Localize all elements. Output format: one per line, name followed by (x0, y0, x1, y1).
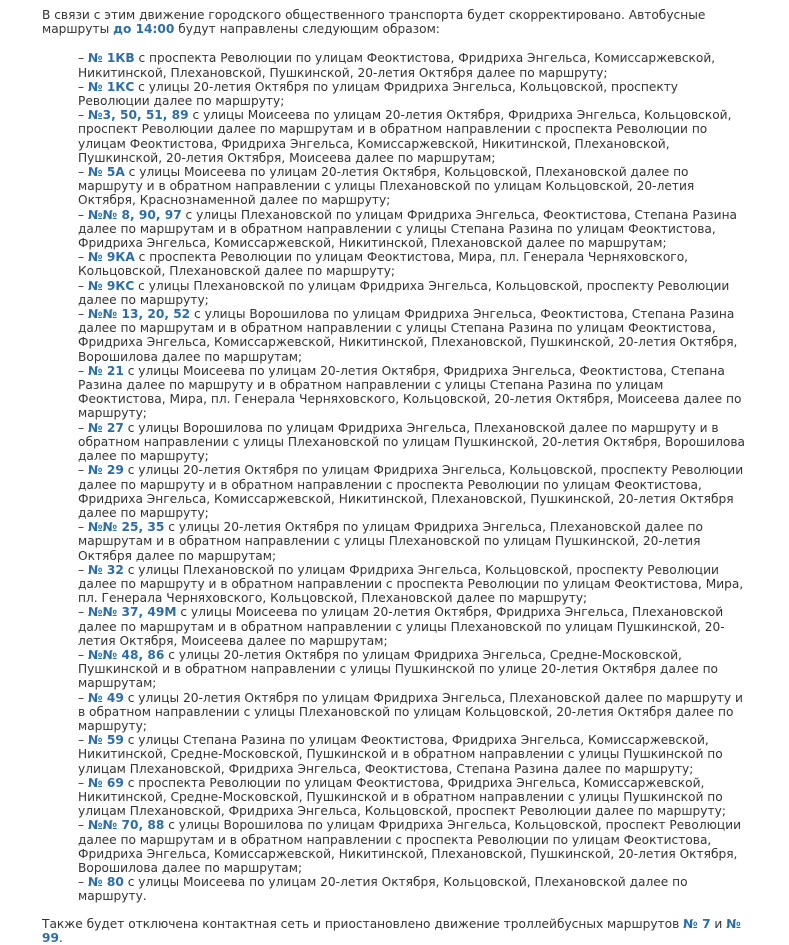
dash: – (78, 207, 88, 222)
list-item (78, 108, 751, 165)
route-number: № 9КА (87, 250, 135, 265)
route-number: № 69 (87, 775, 124, 790)
route-number: № 21 (87, 363, 124, 378)
list-item (78, 776, 751, 819)
list-item (78, 648, 751, 691)
route-description: с улицы Ворошилова по улицам Фридриха Энгельса, Феоктистова, Степана Разина далее по маршрутам и в обратном направлении с улицы Степана Разина по улицам Феоктистова, Фридриха Энгельса, Комиссаржевской, Никитинской, Плехановской, Пушкинской, 20-летия Октября, Ворошилова далее по маршрутам; (78, 307, 738, 364)
route-description: с улицы Ворошилова по улицам Фридриха Энгельса, Кольцовской, проспект Революции далее по маршрутам и в обратном направлении с проспекта Революции по улицам Феоктистова, Фридриха Энгельса, Комиссаржевской, Никитинской, Плехановской, Пушкинской, 20-летия Октября, Ворошилова далее по маршрутам; (78, 818, 742, 875)
list-item (78, 208, 751, 251)
trolleybus-route-7: № 7 (683, 916, 711, 931)
list-item (78, 463, 751, 520)
route-description: с улицы Моисеева по улицам 20-летия Октября, Кольцовской, Плехановской далее по маршруту. (78, 875, 688, 904)
dash: – (78, 818, 88, 833)
route-description: с улицы 20-летия Октября по улицам Фридриха Энгельса, Плехановской далее по маршруту и в обратном направлении с улицы Плехановской по улицам Кольцовской, 20-летия Октября далее по маршруту; (78, 690, 743, 733)
route-description: с улицы Степана Разина по улицам Феоктистова, Фридриха Энгельса, Комиссаржевской, Никитинской, Средне-Московской, Пушкинской и в обратном направлении с улицы Пушкинской по улицам Плехановской, Фридриха Энгельса, Феоктистова, Степана Разина далее по маршруту; (78, 733, 723, 776)
route-number: № 49 (87, 690, 124, 705)
route-number: №№ 25, 35 (87, 520, 165, 535)
route-description: с улицы 20-летия Октября по улицам Фридриха Энгельса, Кольцовской, проспекту Революции далее по маршруту; (78, 79, 679, 109)
intro-text-before: В связи с этим движение городского общественного транспорта будет скорректировано. Автобусные маршруты (42, 8, 706, 37)
dash: – (78, 108, 88, 123)
route-description: с улицы Плехановской по улицам Фридриха Энгельса, Феоктистова, Степана Разина далее по маршрутам и в обратном направлении с улицы Степана Разина по улицам Феоктистова, Фридриха Энгельса, Комиссаржевской, Никитинской, Плехановской далее по маршрутам; (78, 207, 738, 251)
route-description: с улицы 20-летия Октября по улицам Фридриха Энгельса, Средне-Московской, Пушкинской и в обратном направлении с улицы Пушкинской по улице 20-летия Октября далее по маршрутам; (78, 647, 718, 691)
list-item (78, 279, 751, 307)
dash: – (78, 463, 88, 478)
route-description: с проспекта Революции по улицам Феоктистова, Мира, пл. Генерала Черняховского, Кольцовской, Плехановской далее по маршруту; (78, 250, 689, 279)
dash: – (78, 307, 88, 322)
outro-conjunction: и (710, 916, 727, 931)
dash: – (78, 250, 88, 265)
list-item (78, 733, 751, 776)
dash: – (78, 420, 88, 435)
route-description: с улицы Плехановской по улицам Фридриха Энгельса, Кольцовской, проспекту Революции далее по маршруту и в обратном направлении с проспекта Революции по улицам Феоктистова, Мира, пл. Генерала Черняховского, Кольцовской, Плехановской далее по маршруту; (78, 562, 744, 606)
route-list (42, 51, 751, 903)
route-description: с улицы Плехановской по улицам Фридриха Энгельса, Кольцовской, проспекту Революции далее по маршруту; (78, 278, 730, 307)
intro-text-after: будут направлены следующим образом: (174, 22, 440, 37)
dash: – (78, 165, 88, 180)
dash: – (78, 520, 88, 535)
dash: – (78, 647, 88, 662)
list-item (78, 51, 751, 79)
route-number: № 1КВ (87, 51, 135, 66)
trolleybus-route-99: № 99 (42, 916, 741, 945)
dash: – (78, 605, 88, 620)
list-item (78, 421, 751, 464)
route-description: с улицы 20-летия Октября по улицам Фридриха Энгельса, Плехановской далее по маршрутам и в обратном направлении с улицы Плехановской по улицам Пушкинской, 20-летия Октября далее по маршрутам; (78, 520, 703, 563)
intro-paragraph (42, 8, 751, 36)
route-number: № 5А (87, 165, 125, 180)
route-number: №№ 13, 20, 52 (87, 307, 191, 322)
route-number: № 9КС (87, 278, 135, 293)
list-item (78, 364, 751, 421)
route-number: № 1КС (87, 79, 135, 94)
list-item (78, 520, 751, 563)
route-number: № 59 (87, 733, 124, 748)
list-item (78, 875, 751, 903)
route-description: с улицы Моисеева по улицам 20-летия Октября, Кольцовской, Плехановской далее по маршруту и в обратном направлении с улицы Плехановской по улицам Кольцовской, 20-летия Октября, Краснознаменной далее по маршруту; (78, 165, 695, 208)
route-description: с улицы Моисеева по улицам 20-летия Октября, Фридриха Энгельса, Кольцовской, проспект Революции далее по маршрутам и в обратном направлении с проспекта Революции по улицам Феоктистова, Фридриха Энгельса, Комиссаржевской, Никитинской, Плехановской, Пушкинской, 20-летия Октября, Моисеева далее по маршрутам; (78, 108, 732, 165)
route-number: №№ 70, 88 (87, 818, 165, 833)
route-number: № 80 (87, 875, 124, 890)
list-item (78, 80, 751, 108)
route-number: №№ 48, 86 (87, 647, 165, 662)
route-description: с проспекта Революции по улицам Феоктистова, Фридриха Энгельса, Комиссаржевской, Никитинской, Средне-Московской, Пушкинской и в обратном направлении с улицы Пушкинской по улицам Плехановской, Фридриха Энгельса, Кольцовской, проспект Революции далее по маршруту; (78, 775, 726, 819)
route-number: №3, 50, 51, 89 (87, 108, 189, 123)
outro-paragraph (42, 917, 751, 945)
dash: – (78, 562, 88, 577)
outro-text-before: Также будет отключена контактная сеть и приостановлено движение троллейбусных маршрутов (42, 916, 684, 931)
dash: – (78, 733, 88, 748)
list-item (78, 605, 751, 648)
outro-text-after: . (58, 930, 63, 945)
list-item (78, 307, 751, 364)
route-description: с проспекта Революции по улицам Феоктистова, Фридриха Энгельса, Комиссаржевской, Никитинской, Плехановской, Пушкинской, 20-летия Октября далее по маршруту; (78, 51, 716, 80)
list-item (78, 818, 751, 875)
list-item (78, 563, 751, 606)
route-number: №№ 37, 49М (87, 605, 177, 620)
route-description: с улицы Моисеева по улицам 20-летия Октября, Фридриха Энгельса, Плехановской далее по маршрутам и в обратном направлении с улицы Плехановской по улицам Пушкинской, 20-летия Октября, Моисеева далее по маршрутам; (78, 605, 725, 648)
route-description: с улицы Ворошилова по улицам Фридриха Энгельса, Плехановской далее по маршруту и в обратном направлении с улицы Плехановской по улицам Пушкинской, 20-летия Октября, Ворошилова далее по маршруту; (78, 420, 746, 464)
intro-time-highlight: до 14:00 (113, 22, 175, 37)
list-item (78, 250, 751, 278)
route-description: с улицы 20-летия Октября по улицам Фридриха Энгельса, Кольцовской, проспекту Революции далее по маршруту и в обратном направлении с проспекта Революции по улицам Феоктистова, Фридриха Энгельса, Комиссаржевской, Никитинской, Плехановской, Пушкинской, 20-летия Октября далее по маршруту; (78, 463, 744, 520)
route-number: № 27 (87, 420, 124, 435)
list-item (78, 165, 751, 208)
dash: – (78, 79, 88, 94)
dash: – (78, 51, 88, 66)
dash: – (78, 690, 88, 705)
dash: – (78, 775, 88, 790)
route-number: № 29 (87, 463, 124, 478)
route-description: с улицы Моисеева по улицам 20-летия Октября, Фридриха Энгельса, Феоктистова, Степана Разина далее по маршруту и в обратном направлении с улицы Степана Разина по улицам Феоктистова, Мира, пл. Генерала Черняховского, Кольцовской, 20-летия Октября, Моисеева далее по маршруту; (78, 363, 742, 421)
list-item (78, 691, 751, 734)
dash: – (78, 363, 88, 378)
route-number: №№ 8, 90, 97 (87, 207, 182, 222)
route-number: № 32 (87, 562, 124, 577)
dash: – (78, 875, 88, 890)
dash: – (78, 278, 88, 293)
